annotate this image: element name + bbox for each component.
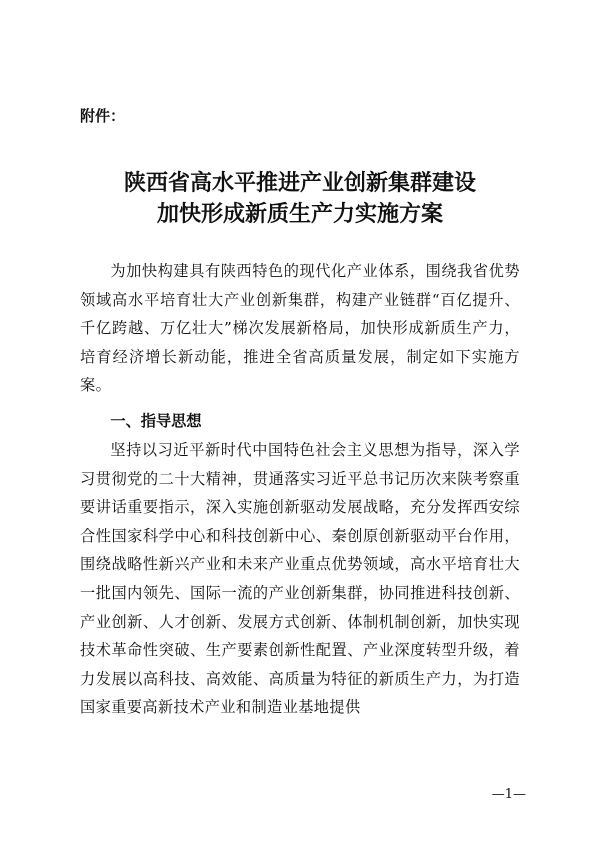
title-line-2: 加快形成新质生产力实施方案 xyxy=(156,201,443,227)
title-line-1: 陕西省高水平推进产业创新集群建设 xyxy=(123,170,476,196)
section-heading-guiding-ideology: 一、指导思想 xyxy=(110,412,202,430)
document-title xyxy=(0,168,600,230)
page-number: —1— xyxy=(491,787,526,802)
attachment-label: 附件： xyxy=(80,107,126,125)
guiding-ideology-paragraph: 坚持以习近平新时代中国特色社会主义思想为指导，深入学习贯彻党的二十大精神，贯通落实习近平总书记历次来陕考察重要讲话重要指示，深入实施创新驱动发展战略，充分发挥西安综合性国家科学中心和科技创新中心、秦创原创新驱动平台作用，围绕战略性新兴产业和未来产业重点优势领域，高水平培育壮大一批国内领先、国际一流的产业创新集群，协同推进科技创新、产业创新、人才创新、发展方式创新、体制机制创新，加快实现技术革命性突破、生产要素创新性配置、产业深度转型升级，着力发展以高科技、高效能、高质量为特征的新质生产力，为打造国家重要高新技术产业和制造业基地提供 xyxy=(80,441,520,717)
intro-paragraph: 为加快构建具有陕西特色的现代化产业体系，围绕我省优势领域高水平培育壮大产业创新集群，构建产业链群“百亿提升、千亿跨越、万亿壮大”梯次发展新格局，加快形成新质生产力，培育经济增长新动能，推进全省高质量发展，制定如下实施方案。 xyxy=(80,262,520,395)
